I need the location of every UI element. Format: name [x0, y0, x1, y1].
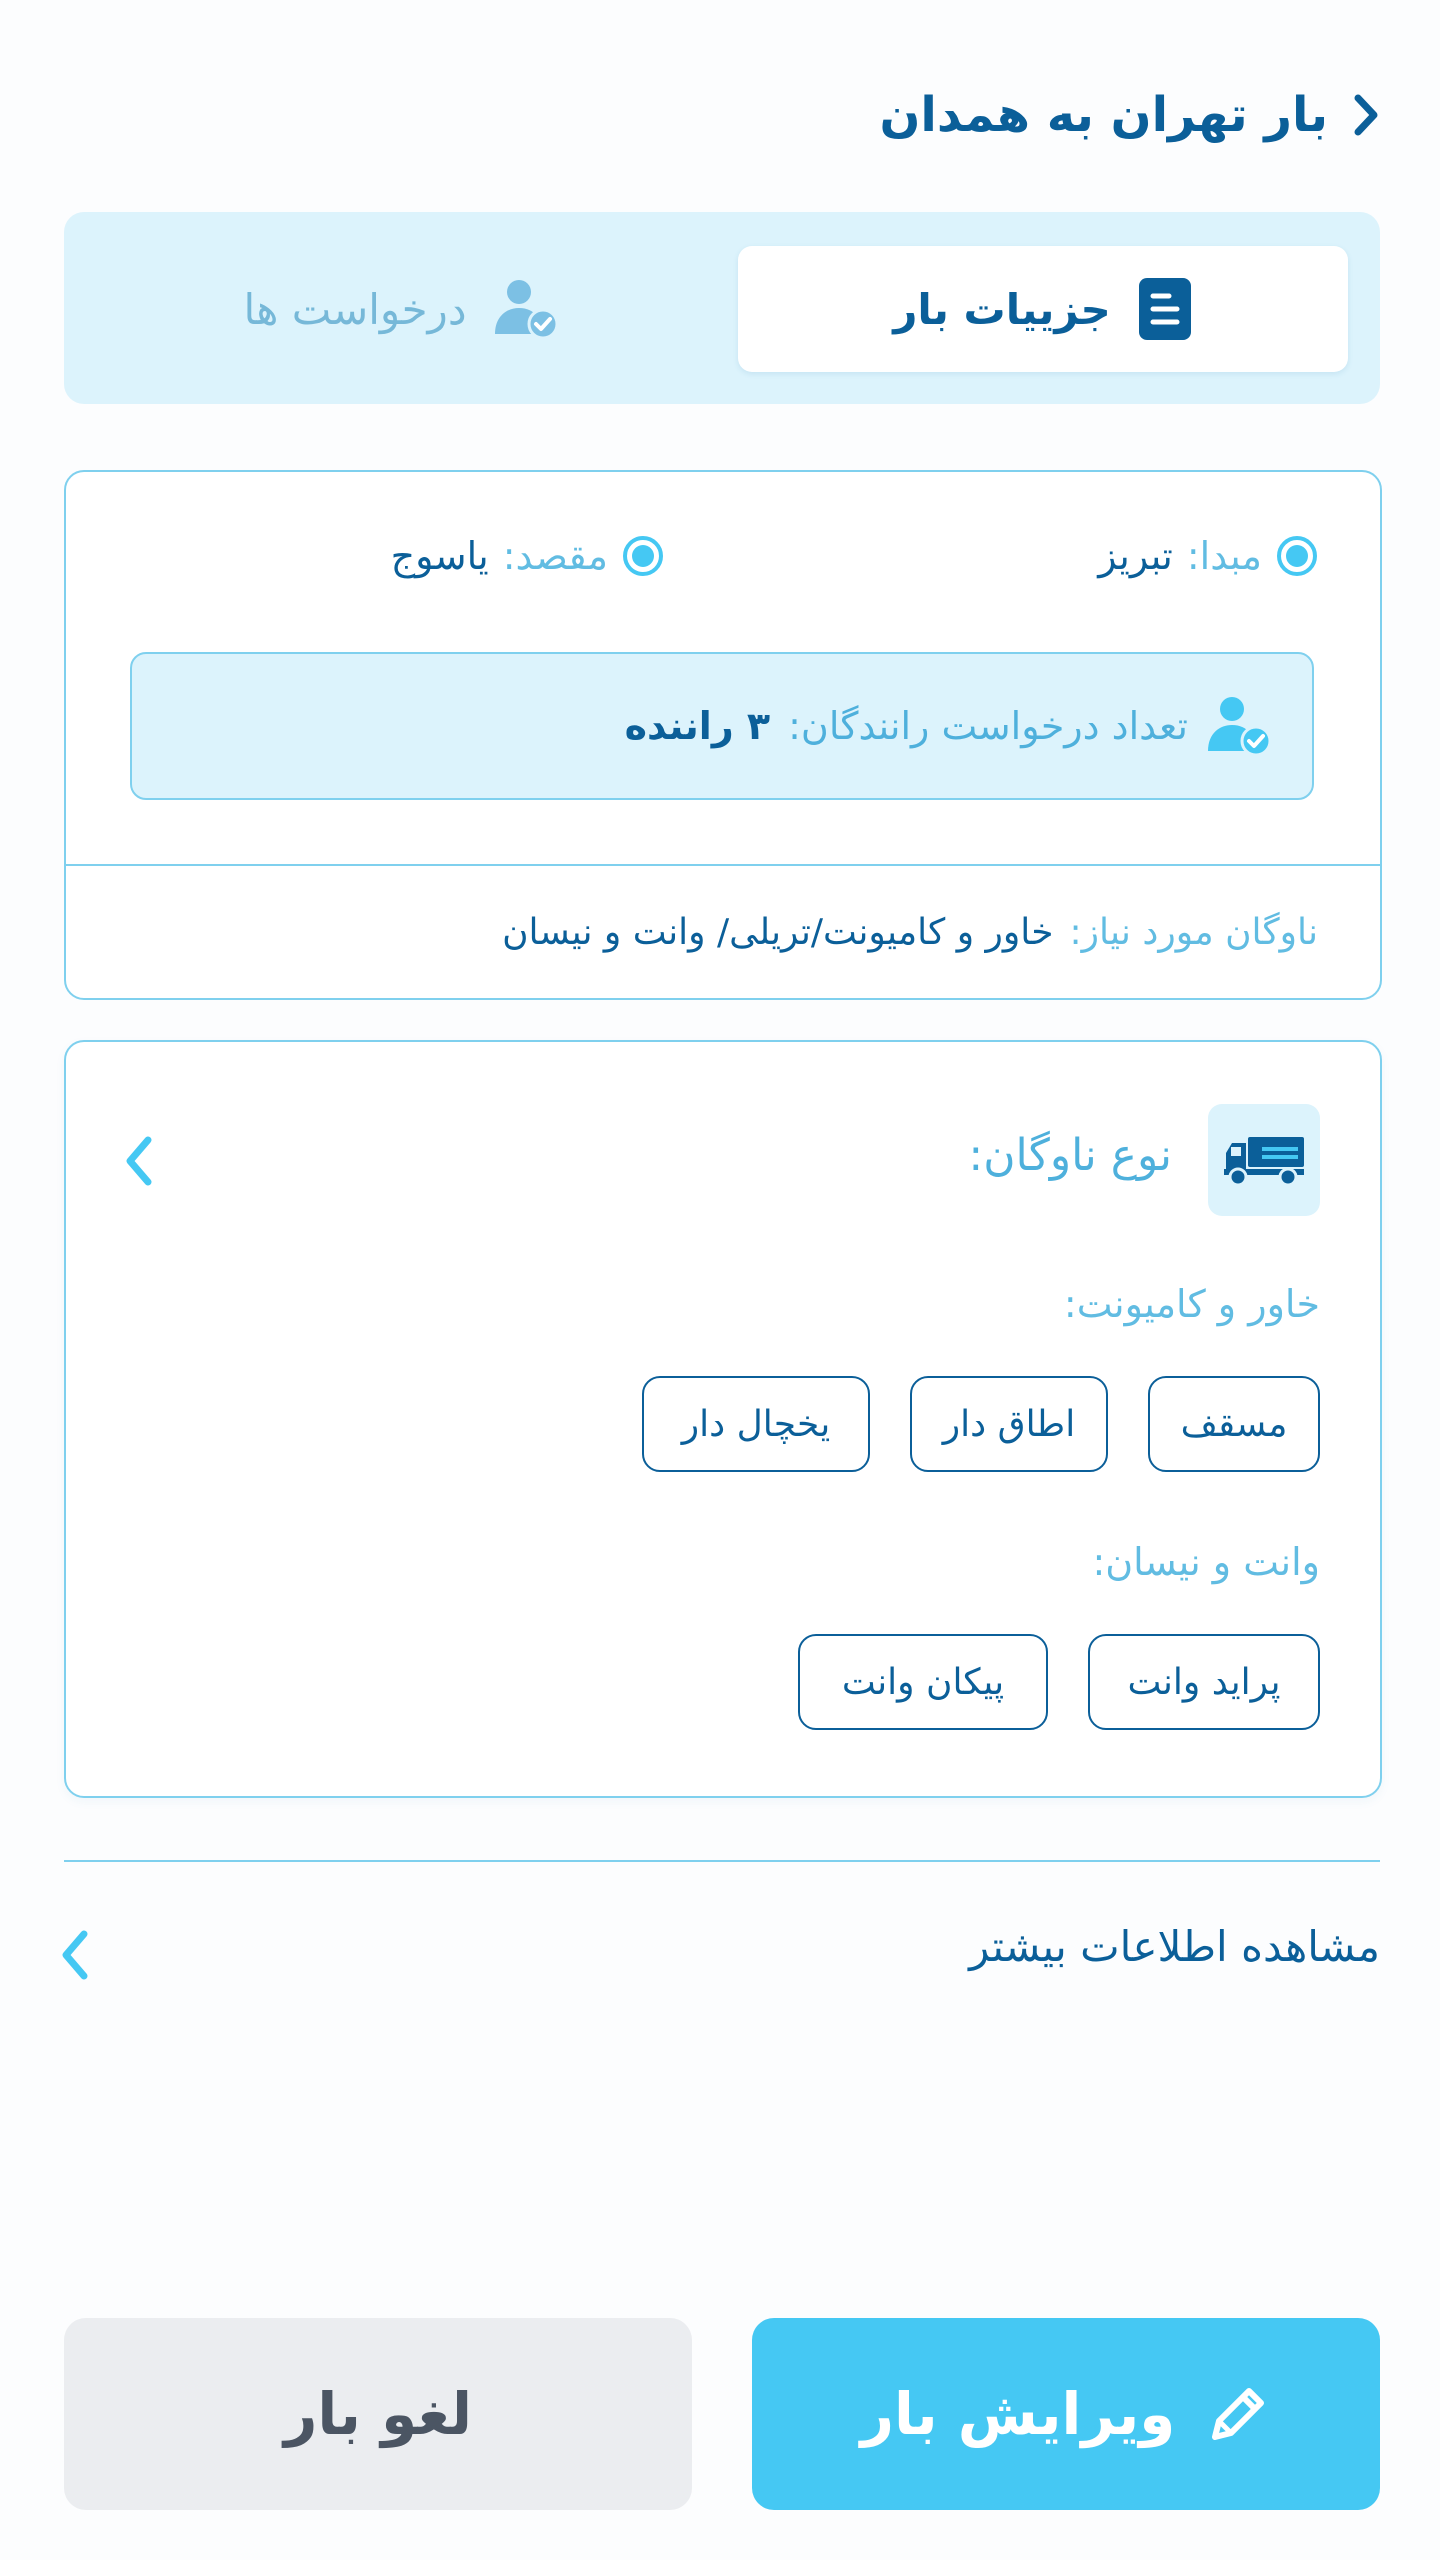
origin-value: تبریز [1098, 534, 1173, 578]
chevron-left-icon[interactable] [60, 1928, 90, 1982]
fleet-type-title: نوع ناوگان: [968, 1130, 1172, 1181]
tab-label: جزییات بار [893, 284, 1111, 334]
required-fleet-value: خاور و کامیونت/تریلی/ وانت و نیسان [502, 912, 1054, 953]
required-fleet-label: ناوگان مورد نیاز: [1069, 912, 1318, 953]
fleet-group-chips [642, 1376, 1320, 1472]
tab-bar [64, 212, 1380, 404]
chevron-left-icon[interactable] [124, 1134, 154, 1188]
user-check-icon [1206, 695, 1272, 757]
tab-label: درخواست ها [243, 284, 467, 334]
driver-requests-box [130, 652, 1314, 800]
fleet-group-label: خاور و کامیونت: [1063, 1282, 1320, 1326]
tab-requests[interactable] [96, 246, 706, 372]
chip-peykan-pickup[interactable]: پیکان وانت [798, 1634, 1048, 1730]
truck-icon-box [1208, 1104, 1320, 1216]
edit-load-label: ویرایش بار [860, 2380, 1176, 2448]
back-chevron-icon[interactable] [1350, 92, 1380, 138]
pencil-icon [1205, 2381, 1271, 2447]
route-info-card [64, 470, 1382, 1000]
user-check-icon [493, 278, 559, 340]
chip-roofed[interactable]: مسقف [1148, 1376, 1320, 1472]
destination-value: یاسوج [390, 534, 489, 578]
document-icon [1137, 276, 1193, 342]
truck-icon [1222, 1133, 1306, 1187]
destination-row [391, 534, 664, 578]
chip-cabin[interactable]: اطاق دار [910, 1376, 1108, 1472]
more-info-link[interactable]: مشاهده اطلاعات بیشتر [969, 1922, 1380, 1971]
fleet-type-card [64, 1040, 1382, 1798]
driver-requests-count: ۳ راننده [624, 704, 771, 748]
divider [66, 864, 1380, 866]
origin-row [1098, 534, 1318, 578]
fleet-group-chips [798, 1634, 1320, 1730]
chip-refrigerated[interactable]: یخچال دار [642, 1376, 870, 1472]
divider [64, 1860, 1380, 1862]
page-title: بار تهران به همدان [879, 87, 1328, 143]
cancel-load-button[interactable]: لغو بار [64, 2318, 692, 2510]
driver-requests-label: تعداد درخواست رانندگان: [788, 704, 1188, 748]
edit-load-button[interactable] [752, 2318, 1380, 2510]
tab-load-details[interactable] [738, 246, 1348, 372]
radio-dot-icon [1276, 535, 1318, 577]
fleet-group-label: وانت و نیسان: [1092, 1540, 1320, 1584]
required-fleet-row [502, 912, 1318, 953]
chip-pride-pickup[interactable]: پراید وانت [1088, 1634, 1320, 1730]
page-header [879, 70, 1380, 160]
destination-label: مقصد: [502, 534, 608, 578]
radio-dot-icon [622, 535, 664, 577]
origin-label: مبدا: [1186, 534, 1262, 578]
